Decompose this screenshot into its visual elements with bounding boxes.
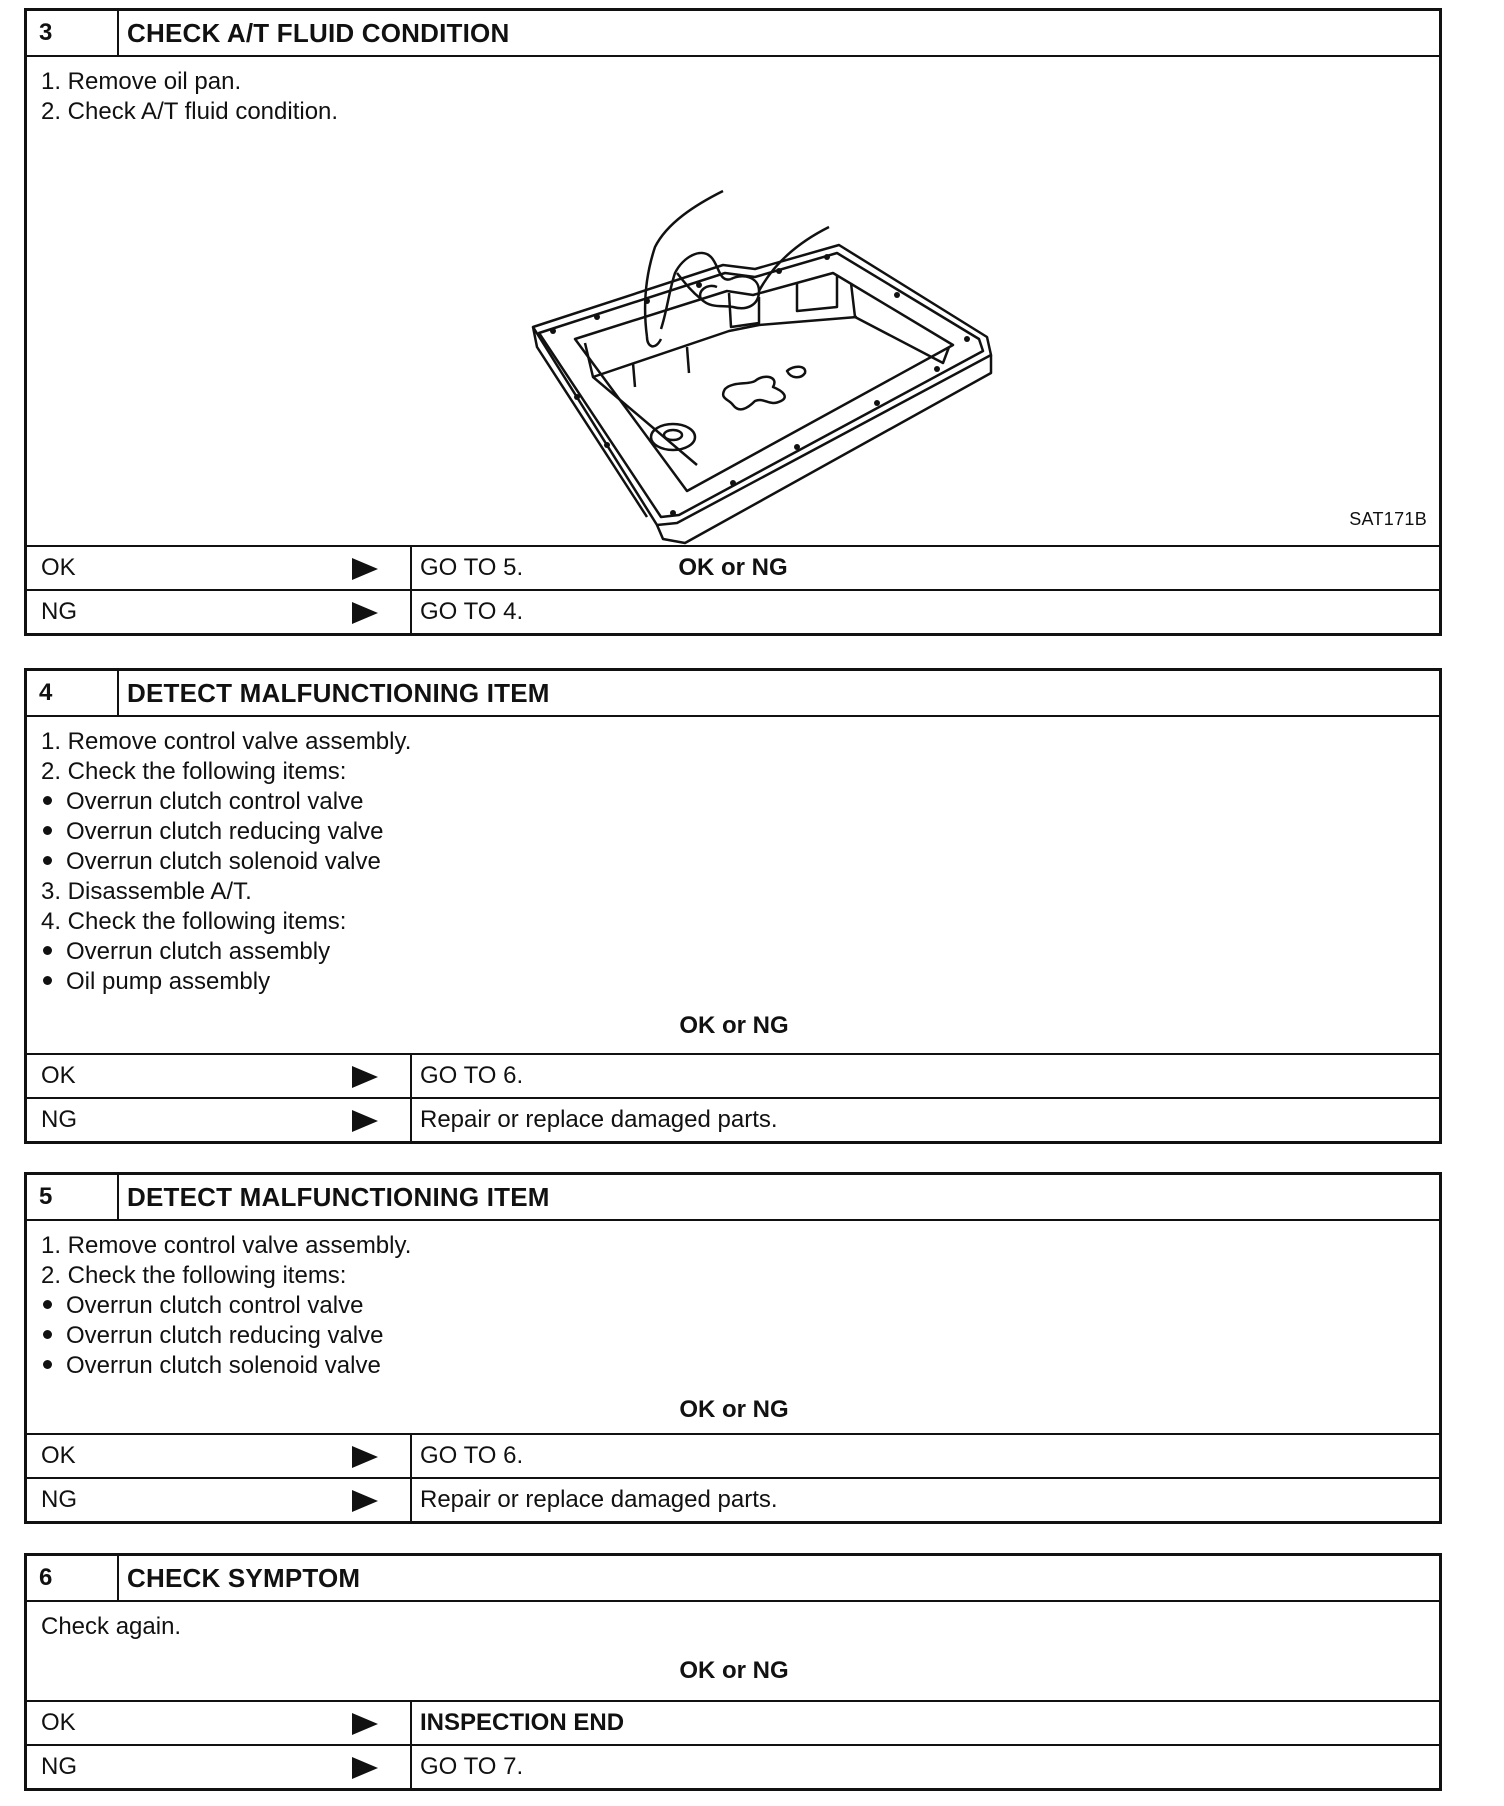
step-4-box [24, 668, 1442, 1144]
bullet-item: Overrun clutch solenoid valve [41, 1351, 1427, 1381]
instruction-line: 1. Remove control valve assembly. [41, 1232, 412, 1259]
arrow-right-icon [352, 602, 378, 624]
step-title: DETECT MALFUNCTIONING ITEM [127, 1182, 550, 1212]
result-value: GO TO 6. [420, 1442, 524, 1469]
instruction-line: 4. Check the following items: [41, 908, 347, 935]
bullet-item: Oil pump assembly [41, 967, 1427, 997]
result-row-ng [27, 1744, 1439, 1788]
bullet-icon [43, 946, 52, 955]
bullet-icon [43, 1360, 52, 1369]
result-value: Repair or replace damaged parts. [420, 1486, 778, 1513]
result-key: NG [41, 1753, 77, 1780]
result-value: INSPECTION END [420, 1709, 625, 1736]
bullet-icon [43, 1330, 52, 1339]
step-number: 3 [27, 11, 119, 55]
bullet-item: Overrun clutch reducing valve [41, 817, 1427, 847]
instruction-line: 2. Check the following items: [41, 1262, 347, 1289]
step-header [27, 671, 1439, 717]
bullet-item: Overrun clutch assembly [41, 937, 1427, 967]
result-key: NG [41, 1486, 77, 1513]
figure-code: SAT171B [1349, 509, 1427, 529]
result-key: OK [41, 554, 76, 581]
bullet-item: Overrun clutch reducing valve [41, 1321, 1427, 1351]
result-key: OK [41, 1442, 76, 1469]
result-value: GO TO 4. [420, 598, 524, 625]
oil-pan-illustration [497, 187, 1017, 547]
result-value: GO TO 5. [420, 554, 524, 581]
instruction-line: 3. Disassemble A/T. [41, 878, 252, 905]
instruction-line: Check again. [41, 1613, 182, 1640]
step-title: CHECK A/T FLUID CONDITION [127, 18, 510, 48]
ok-or-ng-label: OK or NG [678, 554, 788, 581]
step-header [27, 1556, 1439, 1602]
arrow-right-icon [352, 1490, 378, 1512]
bullet-icon [43, 826, 52, 835]
result-row-ok [27, 1053, 1439, 1097]
arrow-right-icon [352, 1110, 378, 1132]
step-body [27, 1602, 1439, 1686]
result-row-ng [27, 1477, 1439, 1521]
step-title: DETECT MALFUNCTIONING ITEM [127, 678, 550, 708]
ok-or-ng-label: OK or NG [679, 1012, 789, 1039]
arrow-right-icon [352, 1713, 378, 1735]
bullet-icon [43, 1300, 52, 1309]
bullet-item: Overrun clutch solenoid valve [41, 847, 1427, 877]
step-number: 4 [27, 671, 119, 715]
bullet-item: Overrun clutch control valve [41, 787, 1427, 817]
step-5-box [24, 1172, 1442, 1524]
result-key: NG [41, 1106, 77, 1133]
step-6-box [24, 1553, 1442, 1791]
step-number: 6 [27, 1556, 119, 1600]
step-header [27, 11, 1439, 57]
step-body [27, 717, 1439, 1041]
ok-or-ng-label: OK or NG [679, 1396, 789, 1423]
instruction-line: 1. Remove control valve assembly. [41, 728, 412, 755]
result-row-ng [27, 1097, 1439, 1141]
arrow-right-icon [352, 558, 378, 580]
step-body [27, 1221, 1439, 1425]
result-key: NG [41, 598, 77, 625]
step-3-box [24, 8, 1442, 636]
result-row-ok [27, 545, 1439, 589]
instruction-line: 2. Check the following items: [41, 758, 347, 785]
arrow-right-icon [352, 1066, 378, 1088]
result-key: OK [41, 1709, 76, 1736]
result-key: OK [41, 1062, 76, 1089]
result-value: GO TO 7. [420, 1753, 524, 1780]
arrow-right-icon [352, 1446, 378, 1468]
step-title: CHECK SYMPTOM [127, 1563, 361, 1593]
bullet-icon [43, 796, 52, 805]
ok-or-ng-label: OK or NG [679, 1657, 789, 1684]
step-number: 5 [27, 1175, 119, 1219]
result-row-ng [27, 589, 1439, 633]
result-row-ok [27, 1433, 1439, 1477]
result-value: Repair or replace damaged parts. [420, 1106, 778, 1133]
bullet-icon [43, 856, 52, 865]
bullet-icon [43, 976, 52, 985]
instruction-line: 1. Remove oil pan. [41, 68, 242, 95]
result-value: GO TO 6. [420, 1062, 524, 1089]
step-header [27, 1175, 1439, 1221]
bullet-item: Overrun clutch control valve [41, 1291, 1427, 1321]
result-row-ok [27, 1700, 1439, 1744]
arrow-right-icon [352, 1757, 378, 1779]
instruction-line: 2. Check A/T fluid condition. [41, 98, 339, 125]
